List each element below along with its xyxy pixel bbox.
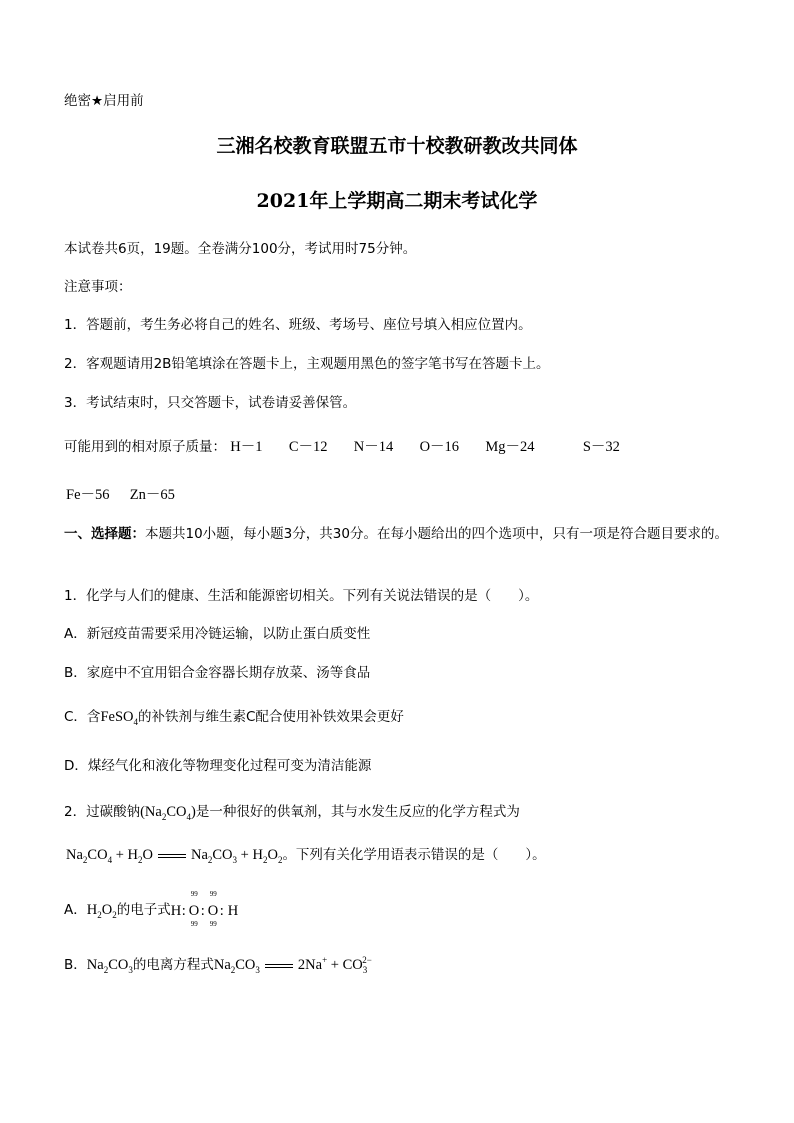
q1-option-d: D．煤经气化和液化等物理变化过程可变为清洁能源 (64, 758, 372, 774)
q2-option-a-formula: $H_2O_2$ (86, 902, 117, 920)
q1-option-c (64, 707, 404, 727)
atomic-mass-s: S－32 (582, 439, 620, 455)
q2-percarbonate-formula: $(Na_2CO_4)$ (140, 804, 196, 822)
q2-option-b-formula: $Na_2CO_3$ (86, 957, 133, 975)
section-1-instructions: 本题共10小题，每小题3分，共30分。在每小题给出的四个选项中，只有一项是符合题目要求的。 (145, 526, 728, 542)
q2-option-a-label: A． (64, 902, 87, 918)
lewis-h-left: H (170, 903, 182, 919)
q2-option-b-label: B． (64, 957, 87, 973)
q2-equation-line (66, 845, 546, 865)
atomic-mass-line (64, 437, 620, 457)
atomic-mass-zn: Zn－65 (129, 487, 175, 503)
q1-option-c-subscript: 4 (133, 716, 138, 727)
atomic-mass-label: 可能用到的相对原子质量： (64, 439, 226, 455)
lewis-dots-bottom-2: 99 (209, 920, 217, 928)
exam-title-line-2: 2021年上学期高二期末考试化学 (256, 190, 538, 212)
q2-stem (64, 802, 520, 822)
notes-heading: 注意事项： (64, 279, 132, 295)
ionization-equation: $Na_2CO_3$ $2Na^+ + CO_3^{2-}$ (213, 955, 372, 975)
lewis-dots-top-1: 99 (190, 890, 198, 898)
q2-stem-post: 是一种很好的供氧剂，其与水发生反应的化学方程式为 (195, 804, 520, 820)
equals-sign-2 (265, 964, 293, 968)
q1-stem: 1．化学与人们的健康、生活和能源密切相关。下列有关说法错误的是（ ）。 (64, 588, 539, 604)
exam-title-line-1: 三湘名校教育联盟五市十校教研教改共同体 (216, 135, 578, 157)
lewis-o-2: O (207, 903, 219, 919)
lewis-dots-top-2: 99 (209, 890, 217, 898)
note-1: 1．答题前，考生务必将自己的姓名、班级、考场号、座位号填入相应位置内。 (64, 317, 532, 333)
q1-option-c-formula-text: FeSO (100, 709, 134, 725)
secret-mark: 绝密★启用前 (64, 93, 144, 109)
section-1-label: 一、选择题： (64, 526, 145, 542)
lewis-h-right: H (227, 903, 239, 919)
q1-option-c-formula (100, 709, 138, 725)
q1-option-b: B．家庭中不宜用铝合金容器长期存放菜、汤等食品 (64, 665, 371, 681)
exam-info: 本试卷共6页，19题。全卷满分100分，考试用时75分钟。 (64, 241, 417, 257)
equals-sign (158, 854, 186, 858)
lewis-colon-2: : (200, 903, 205, 919)
q2-stem-pre: 2．过碳酸钠 (64, 804, 141, 820)
atomic-mass-mg: Mg－24 (485, 439, 535, 455)
atomic-mass-line-2 (66, 485, 175, 505)
atomic-mass-h: H－1 (230, 439, 263, 455)
note-3: 3．考试结束时，只交答题卡，试卷请妥善保管。 (64, 395, 357, 411)
q2-option-b-text: 的电离方程式 (132, 957, 214, 973)
q1-option-c-text: 的补铁剂与维生素C配合使用补铁效果会更好 (137, 709, 404, 725)
q2-option-b (64, 955, 372, 975)
q2-reaction-equation: $Na_2CO_4 + H_2O$ $Na_2CO_3 + H_2O_2$ (66, 847, 283, 865)
atomic-mass-fe: Fe－56 (66, 487, 110, 503)
q1-option-c-label: C．含 (64, 709, 101, 725)
q1-option-a: A．新冠疫苗需要采用冷链运输，以防止蛋白质变性 (64, 626, 371, 642)
note-2: 2．客观题请用2B铅笔填涂在答题卡上，主观题用黑色的签字笔书写在答题卡上。 (64, 356, 550, 372)
q2-option-a (64, 890, 263, 928)
lewis-dots-bottom-1: 99 (190, 920, 198, 928)
q2-option-a-text: 的电子式 (116, 902, 171, 918)
atomic-mass-o: O－16 (419, 439, 460, 455)
h2o2-lewis-structure (170, 890, 263, 928)
atomic-mass-n: N－14 (353, 439, 394, 455)
lewis-o-1: O (188, 903, 200, 919)
q2-equation-tail: 。下列有关化学用语表示错误的是（ ）。 (282, 847, 546, 863)
lewis-colon-1: : (181, 903, 186, 919)
atomic-mass-c: C－12 (288, 439, 328, 455)
lewis-colon-3: : (219, 903, 224, 919)
section-1-heading (64, 523, 732, 546)
